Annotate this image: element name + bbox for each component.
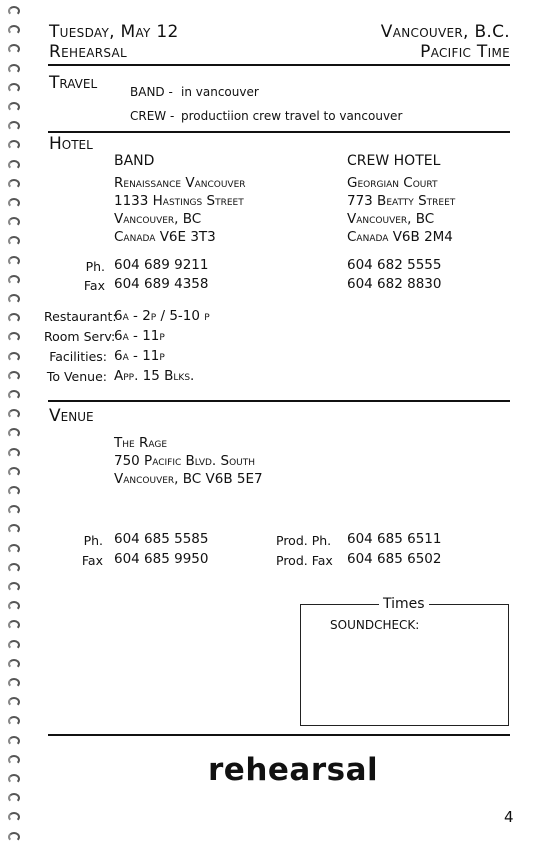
header-day-type: Rehearsal (49, 42, 127, 62)
spiral-ring (8, 601, 20, 611)
spiral-ring (8, 332, 20, 342)
hotel-title: Hotel (49, 134, 93, 154)
venue-prod-phone-label: Prod. Ph. (276, 533, 332, 548)
spiral-ring (8, 486, 20, 496)
spiral-ring (8, 256, 20, 266)
venue-prod-fax: 604 685 6502 (347, 551, 442, 567)
venue-name: The Rage (114, 435, 168, 451)
venue-phone: 604 685 5585 (114, 531, 209, 547)
header-city: Vancouver, B.C. (380, 22, 510, 42)
venue-title: Venue (49, 406, 94, 426)
spiral-ring (8, 563, 20, 573)
spiral-ring (8, 678, 20, 688)
spiral-ring (8, 582, 20, 592)
day-type-label: rehearsal (208, 752, 379, 788)
hotel-crew-name: Georgian Court (347, 175, 438, 191)
spiral-ring (8, 179, 20, 189)
hotel-to-venue-label: To Venue: (46, 369, 107, 384)
hotel-crew-phone: 604 682 5555 (347, 257, 442, 273)
hotel-band-fax: 604 689 4358 (114, 276, 209, 292)
spiral-ring (8, 25, 20, 35)
travel-band-label: BAND - (130, 85, 173, 99)
spiral-ring (8, 640, 20, 650)
spiral-ring (8, 659, 20, 669)
spiral-ring (8, 812, 20, 822)
page-number: 4 (504, 808, 514, 826)
travel-title: Travel (49, 73, 98, 93)
hotel-crew-address3: Canada V6B 2M4 (347, 229, 453, 245)
hotel-fax-label: Fax (83, 278, 105, 293)
spiral-ring (8, 524, 20, 534)
spiral-ring (8, 467, 20, 477)
spiral-ring (8, 409, 20, 419)
footer-divider (48, 734, 510, 736)
spiral-ring (8, 736, 20, 746)
spiral-ring (8, 774, 20, 784)
travel-crew-label: CREW - (130, 109, 175, 123)
spiral-ring (8, 140, 20, 150)
travel-band-text: in vancouver (181, 85, 259, 99)
spiral-ring (8, 236, 20, 246)
times-title: Times (379, 597, 429, 611)
hotel-divider (48, 400, 510, 402)
spiral-ring (8, 102, 20, 112)
venue-address2: Vancouver, BC V6B 5E7 (114, 471, 263, 487)
venue-fax-label: Fax (81, 553, 103, 568)
spiral-ring (8, 505, 20, 515)
venue-prod-phone: 604 685 6511 (347, 531, 442, 547)
travel-divider (48, 131, 510, 133)
hotel-band-heading: BAND (114, 153, 155, 169)
hotel-facilities-hours: 6a - 11p (114, 348, 165, 364)
header-divider (48, 64, 510, 66)
spiral-ring (8, 64, 20, 74)
spiral-ring (8, 275, 20, 285)
hotel-band-name: Renaissance Vancouver (114, 175, 246, 191)
hotel-crew-address1: 773 Beatty Street (347, 193, 456, 209)
hotel-band-address3: Canada V6E 3T3 (114, 229, 216, 245)
spiral-ring (8, 716, 20, 726)
spiral-ring (8, 620, 20, 630)
hotel-band-address2: Vancouver, BC (114, 211, 202, 227)
hotel-crew-address2: Vancouver, BC (347, 211, 435, 227)
spiral-ring (8, 83, 20, 93)
spiral-ring (8, 428, 20, 438)
hotel-band-address1: 1133 Hastings Street (114, 193, 244, 209)
travel-crew-text: productiion crew travel to vancouver (181, 109, 403, 123)
venue-fax: 604 685 9950 (114, 551, 209, 567)
hotel-phone-label: Ph. (85, 259, 105, 274)
spiral-ring (8, 832, 20, 842)
hotel-to-venue-distance: App. 15 Blks. (114, 368, 195, 384)
hotel-facilities-label: Facilities: (49, 349, 107, 364)
hotel-room-service-label: Room Serv: (44, 329, 116, 344)
spiral-ring (8, 793, 20, 803)
spiral-ring (8, 160, 20, 170)
soundcheck-label: SOUNDCHECK: (330, 618, 420, 632)
spiral-ring (8, 697, 20, 707)
spiral-ring (8, 371, 20, 381)
spiral-ring (8, 390, 20, 400)
header-date: Tuesday, May 12 (49, 22, 179, 42)
spiral-ring (8, 217, 20, 227)
hotel-room-service-hours: 6a - 11p (114, 328, 165, 344)
hotel-crew-fax: 604 682 8830 (347, 276, 442, 292)
hotel-band-phone: 604 689 9211 (114, 257, 209, 273)
spiral-binding (4, 0, 26, 854)
spiral-ring (8, 352, 20, 362)
spiral-ring (8, 544, 20, 554)
hotel-crew-heading: CREW HOTEL (347, 153, 441, 169)
venue-prod-fax-label: Prod. Fax (276, 553, 333, 568)
spiral-ring (8, 121, 20, 131)
spiral-ring (8, 448, 20, 458)
hotel-restaurant-label: Restaurant: (44, 309, 117, 324)
spiral-ring (8, 6, 20, 16)
venue-address1: 750 Pacific Blvd. South (114, 453, 256, 469)
venue-phone-label: Ph. (83, 533, 103, 548)
spiral-ring (8, 198, 20, 208)
spiral-ring (8, 313, 20, 323)
spiral-ring (8, 44, 20, 54)
spiral-ring (8, 755, 20, 765)
header-timezone: Pacific Time (420, 42, 510, 62)
spiral-ring (8, 294, 20, 304)
hotel-restaurant-hours: 6a - 2p / 5-10 p (114, 308, 210, 324)
